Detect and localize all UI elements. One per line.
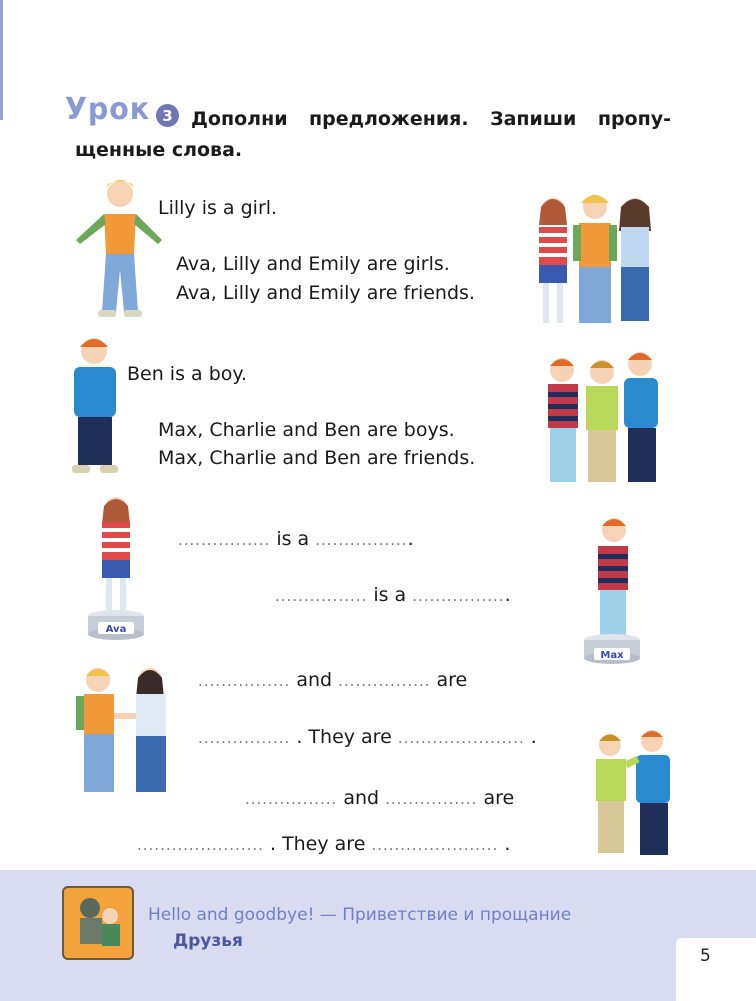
blank-field[interactable]: ...................... [397,729,525,747]
text-period: . [504,584,511,606]
blank-field[interactable]: ...................... [371,836,499,854]
blank-field[interactable]: ...................... [137,836,264,854]
exercise-line-2 [275,584,511,606]
girls-group-illustration [533,185,661,335]
text-they-are: . They are [269,833,366,855]
girls-pair-illustration [68,658,180,803]
task-line-2: щенные слова. [75,139,243,161]
exercise-line-6 [137,833,510,855]
blank-field[interactable]: ................ [198,672,291,690]
text-period: . [407,528,414,550]
exercise-line-5 [245,787,514,809]
max-label: Max [600,650,624,661]
lilly-illustration [68,172,168,322]
lesson-number-badge: 3 [156,104,179,127]
blank-field[interactable]: ................ [245,790,338,808]
blank-field[interactable]: ................ [412,587,505,605]
boys-group-illustration [540,348,665,490]
blank-field[interactable]: ................ [385,790,478,808]
sentence-girls-friends: Ava, Lilly and Emily are friends. [176,282,475,304]
text-is-a: is a [276,528,310,550]
text-and: and [343,787,380,809]
page-number-box [676,938,756,1001]
ben-illustration [66,333,126,478]
sentence-boys-friends: Max, Charlie and Ben are friends. [158,447,476,469]
friends-icon [62,886,134,960]
boys-pair-illustration [590,725,676,865]
text-are: are [436,669,468,691]
footer-subtitle: Друзья [173,931,243,951]
sentence-ben-boy: Ben is a boy. [127,363,247,385]
ava-label: Ava [105,624,127,635]
ava-illustration [88,492,150,642]
blank-field[interactable]: ................ [198,729,291,747]
blank-field[interactable]: ................ [275,587,368,605]
text-period: . [530,726,537,748]
exercise-line-4 [198,726,537,748]
exercise-line-3 [198,669,467,691]
footer-title: Hello and goodbye! — Приветствие и прощание [148,905,572,925]
text-and: and [296,669,333,691]
text-they-are: . They are [296,726,392,748]
page-number: 5 [700,946,711,966]
blank-field[interactable]: ................ [178,531,271,549]
blank-field[interactable]: ................ [315,531,408,549]
sentence-girls: Ava, Lilly and Emily are girls. [176,253,450,275]
text-period: . [504,833,511,855]
page-edge-line [0,0,3,120]
text-is-a: is a [373,584,407,606]
text-are: are [483,787,515,809]
blank-field[interactable]: ................ [338,672,431,690]
lesson-heading: Урок [65,92,151,127]
sentence-boys: Max, Charlie and Ben are boys. [158,419,455,441]
exercise-line-1 [178,528,414,550]
sentence-lilly-girl: Lilly is a girl. [158,197,278,219]
task-line-1: Дополни предложения. Запиши пропу- [191,108,671,130]
max-illustration [582,512,642,667]
